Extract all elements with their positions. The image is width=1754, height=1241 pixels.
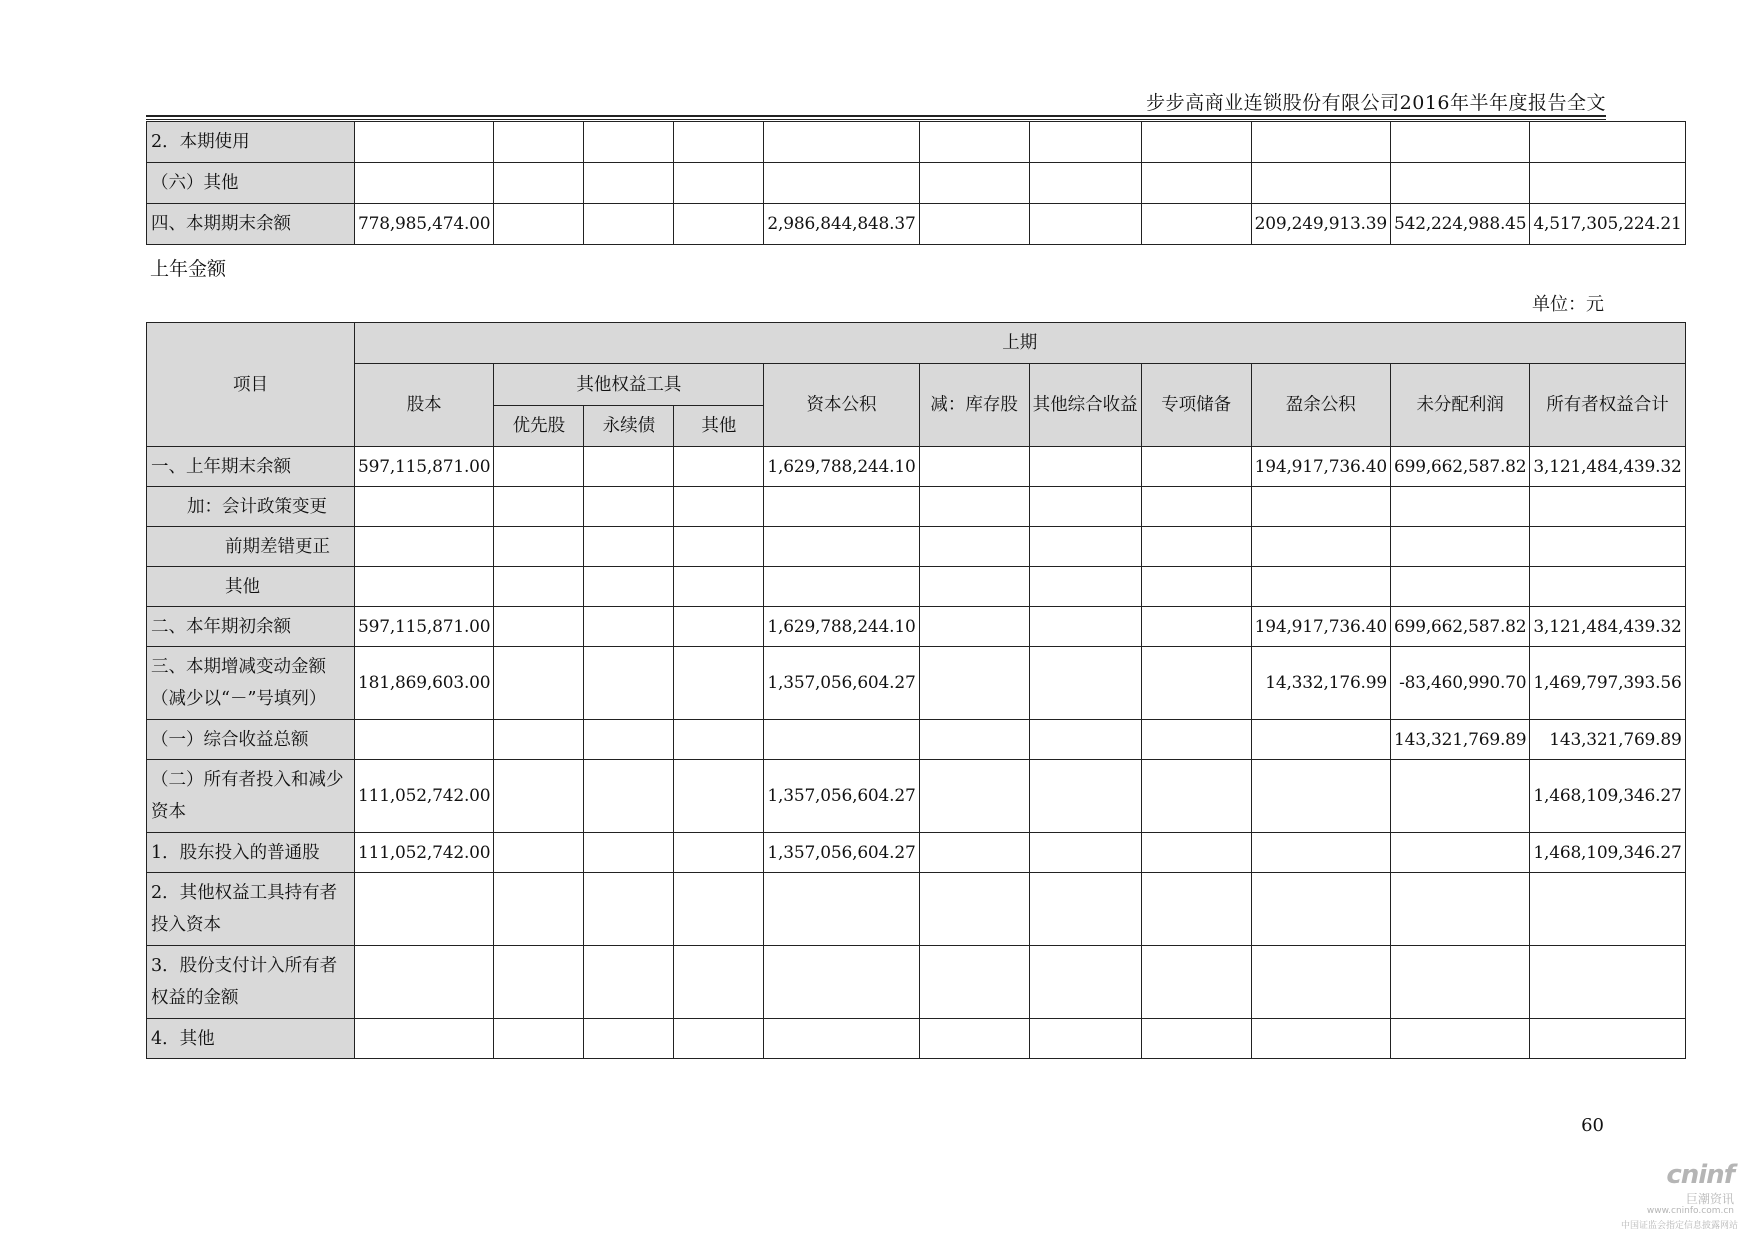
value-cell	[1391, 122, 1530, 163]
row-label: 加：会计政策变更	[147, 487, 355, 527]
value-cell	[1251, 720, 1390, 760]
report-header-title: 步步高商业连锁股份有限公司2016年半年度报告全文	[1146, 92, 1606, 114]
value-cell	[1029, 527, 1141, 567]
table-row	[147, 833, 1686, 873]
value-cell	[674, 122, 764, 163]
value-cell	[1391, 1019, 1530, 1059]
value-cell	[494, 447, 584, 487]
table-row	[147, 720, 1686, 760]
value-cell	[1141, 122, 1251, 163]
value-cell	[584, 487, 674, 527]
row-label: 前期差错更正	[147, 527, 355, 567]
value-cell	[1141, 946, 1251, 1019]
row-label: （一）综合收益总额	[147, 720, 355, 760]
value-cell	[1251, 873, 1390, 946]
value-cell	[1251, 163, 1390, 204]
row-label: 一、上年期末余额	[147, 447, 355, 487]
value-cell	[764, 527, 919, 567]
value-cell: 194,917,736.40	[1251, 607, 1390, 647]
row-label: （二）所有者投入和减少资本	[147, 760, 355, 833]
value-cell	[1141, 1019, 1251, 1059]
value-cell	[764, 487, 919, 527]
table-row	[147, 607, 1686, 647]
value-cell	[494, 1019, 584, 1059]
value-cell	[355, 946, 494, 1019]
row-label: 2．其他权益工具持有者投入资本	[147, 873, 355, 946]
table-row	[147, 447, 1686, 487]
value-cell	[494, 487, 584, 527]
prior-year-amount-label: 上年金额	[150, 258, 227, 280]
value-cell	[674, 607, 764, 647]
value-cell	[494, 567, 584, 607]
value-cell: 542,224,988.45	[1391, 204, 1530, 245]
value-cell	[1391, 487, 1530, 527]
table-row	[147, 760, 1686, 833]
value-cell	[1029, 607, 1141, 647]
value-cell	[1251, 122, 1390, 163]
value-cell	[584, 204, 674, 245]
value-cell: 14,332,176.99	[1251, 647, 1390, 720]
value-cell	[584, 122, 674, 163]
value-cell	[584, 607, 674, 647]
col-header-other-equity: 其他权益工具	[494, 364, 764, 406]
value-cell: 111,052,742.00	[355, 833, 494, 873]
value-cell: 1,629,788,244.10	[764, 607, 919, 647]
value-cell	[1530, 567, 1685, 607]
value-cell	[1029, 122, 1141, 163]
value-cell: 778,985,474.00	[355, 204, 494, 245]
value-cell	[1391, 760, 1530, 833]
value-cell	[764, 946, 919, 1019]
value-cell	[1251, 487, 1390, 527]
row-label: 3．股份支付计入所有者权益的金额	[147, 946, 355, 1019]
value-cell	[494, 163, 584, 204]
value-cell	[674, 447, 764, 487]
value-cell	[919, 760, 1029, 833]
value-cell: 1,357,056,604.27	[764, 647, 919, 720]
row-label: 三、本期增减变动金额（减少以“－”号填列）	[147, 647, 355, 720]
row-label: （六）其他	[147, 163, 355, 204]
value-cell: 597,115,871.00	[355, 607, 494, 647]
value-cell: 209,249,913.39	[1251, 204, 1390, 245]
value-cell	[764, 122, 919, 163]
value-cell	[355, 1019, 494, 1059]
value-cell	[584, 647, 674, 720]
value-cell	[1029, 204, 1141, 245]
value-cell	[1029, 833, 1141, 873]
value-cell	[1029, 447, 1141, 487]
value-cell	[494, 720, 584, 760]
value-cell: -83,460,990.70	[1391, 647, 1530, 720]
value-cell	[355, 122, 494, 163]
value-cell	[674, 1019, 764, 1059]
value-cell	[584, 1019, 674, 1059]
value-cell	[355, 163, 494, 204]
value-cell	[1141, 833, 1251, 873]
value-cell	[1141, 647, 1251, 720]
value-cell	[919, 873, 1029, 946]
value-cell	[494, 647, 584, 720]
table-row	[147, 567, 1686, 607]
col-header-undistributed-profit: 未分配利润	[1391, 364, 1530, 447]
value-cell	[494, 527, 584, 567]
value-cell	[919, 122, 1029, 163]
cninfo-watermark	[1590, 1160, 1740, 1230]
value-cell	[1029, 720, 1141, 760]
value-cell	[1141, 873, 1251, 946]
value-cell	[1029, 760, 1141, 833]
value-cell	[1141, 487, 1251, 527]
row-label: 2．本期使用	[147, 122, 355, 163]
value-cell	[1530, 487, 1685, 527]
value-cell	[584, 163, 674, 204]
row-label: 其他	[147, 567, 355, 607]
value-cell	[674, 527, 764, 567]
value-cell	[1029, 946, 1141, 1019]
value-cell	[1141, 567, 1251, 607]
value-cell	[919, 487, 1029, 527]
value-cell	[1251, 527, 1390, 567]
value-cell: 1,468,109,346.27	[1530, 760, 1685, 833]
value-cell: 194,917,736.40	[1251, 447, 1390, 487]
table-row	[147, 946, 1686, 1019]
watermark-subtitle: 巨潮资讯	[1685, 1192, 1734, 1206]
value-cell: 3,121,484,439.32	[1530, 607, 1685, 647]
col-header-special-reserve: 专项储备	[1141, 364, 1251, 447]
value-cell	[1391, 567, 1530, 607]
table-row	[147, 487, 1686, 527]
value-cell	[355, 873, 494, 946]
value-cell	[494, 760, 584, 833]
value-cell: 3,121,484,439.32	[1530, 447, 1685, 487]
value-cell	[674, 487, 764, 527]
value-cell	[1141, 163, 1251, 204]
value-cell	[919, 833, 1029, 873]
value-cell	[494, 873, 584, 946]
value-cell	[584, 760, 674, 833]
value-cell	[1141, 720, 1251, 760]
value-cell	[1391, 833, 1530, 873]
value-cell: 1,468,109,346.27	[1530, 833, 1685, 873]
value-cell	[584, 833, 674, 873]
value-cell	[1251, 946, 1390, 1019]
value-cell	[1530, 873, 1685, 946]
value-cell	[1141, 527, 1251, 567]
value-cell: 1,357,056,604.27	[764, 760, 919, 833]
col-header-item: 项目	[147, 323, 355, 447]
value-cell	[919, 527, 1029, 567]
value-cell	[674, 720, 764, 760]
value-cell	[1029, 163, 1141, 204]
value-cell	[355, 567, 494, 607]
value-cell	[919, 607, 1029, 647]
page-number: 60	[1581, 1115, 1604, 1136]
col-header-perpetual: 永续债	[584, 406, 674, 447]
value-cell	[1391, 946, 1530, 1019]
table-row	[147, 204, 1686, 245]
value-cell	[1029, 567, 1141, 607]
table-row	[147, 1019, 1686, 1059]
value-cell	[355, 487, 494, 527]
value-cell	[584, 567, 674, 607]
value-cell	[494, 122, 584, 163]
value-cell	[674, 163, 764, 204]
value-cell	[764, 567, 919, 607]
value-cell	[674, 833, 764, 873]
value-cell: 1,469,797,393.56	[1530, 647, 1685, 720]
value-cell	[764, 163, 919, 204]
unit-label: 单位：元	[1532, 294, 1604, 315]
col-header-period: 上期	[355, 323, 1686, 364]
value-cell	[494, 946, 584, 1019]
prior-period-equity-table	[146, 322, 1686, 1059]
value-cell	[1251, 1019, 1390, 1059]
value-cell	[584, 527, 674, 567]
row-label: 四、本期期末余额	[147, 204, 355, 245]
value-cell: 143,321,769.89	[1391, 720, 1530, 760]
value-cell	[764, 873, 919, 946]
col-header-capital-reserve: 资本公积	[764, 364, 919, 447]
value-cell	[919, 946, 1029, 1019]
value-cell: 1,629,788,244.10	[764, 447, 919, 487]
value-cell	[919, 447, 1029, 487]
value-cell	[1251, 567, 1390, 607]
value-cell	[674, 647, 764, 720]
value-cell: 597,115,871.00	[355, 447, 494, 487]
value-cell	[584, 447, 674, 487]
value-cell	[1530, 163, 1685, 204]
value-cell	[1141, 760, 1251, 833]
watermark-url: www.cninfo.com.cn	[1646, 1206, 1734, 1216]
value-cell: 4,517,305,224.21	[1530, 204, 1685, 245]
value-cell	[1029, 873, 1141, 946]
value-cell	[355, 720, 494, 760]
value-cell	[1251, 760, 1390, 833]
value-cell	[1530, 122, 1685, 163]
value-cell: 699,662,587.82	[1391, 447, 1530, 487]
value-cell	[584, 720, 674, 760]
header-rule	[146, 115, 1606, 117]
value-cell	[1251, 833, 1390, 873]
value-cell	[494, 204, 584, 245]
value-cell: 111,052,742.00	[355, 760, 494, 833]
table-row	[147, 647, 1686, 720]
col-header-total-equity: 所有者权益合计	[1530, 364, 1685, 447]
current-period-table-continued	[146, 121, 1686, 245]
table-row	[147, 163, 1686, 204]
value-cell	[1029, 647, 1141, 720]
value-cell	[1029, 487, 1141, 527]
row-label: 1．股东投入的普通股	[147, 833, 355, 873]
value-cell	[1141, 447, 1251, 487]
value-cell	[919, 647, 1029, 720]
value-cell	[764, 1019, 919, 1059]
value-cell	[919, 163, 1029, 204]
value-cell	[1391, 873, 1530, 946]
col-header-surplus-reserve: 盈余公积	[1251, 364, 1390, 447]
row-label: 4．其他	[147, 1019, 355, 1059]
col-header-oci: 其他综合收益	[1029, 364, 1141, 447]
value-cell	[1391, 163, 1530, 204]
value-cell	[1029, 1019, 1141, 1059]
value-cell	[1530, 1019, 1685, 1059]
value-cell	[1391, 527, 1530, 567]
value-cell	[1530, 527, 1685, 567]
value-cell: 2,986,844,848.37	[764, 204, 919, 245]
value-cell	[919, 567, 1029, 607]
value-cell	[764, 720, 919, 760]
header-rule-thin	[146, 119, 1606, 120]
value-cell: 181,869,603.00	[355, 647, 494, 720]
value-cell	[919, 720, 1029, 760]
value-cell: 1,357,056,604.27	[764, 833, 919, 873]
col-header-share-capital: 股本	[355, 364, 494, 447]
value-cell	[1141, 204, 1251, 245]
col-header-other: 其他	[674, 406, 764, 447]
value-cell	[674, 567, 764, 607]
cninfo-logo: cninf	[1666, 1160, 1734, 1190]
value-cell	[494, 607, 584, 647]
table-row	[147, 122, 1686, 163]
watermark-footer: 中国证监会指定信息披露网站	[1620, 1221, 1738, 1231]
table-row	[147, 527, 1686, 567]
value-cell	[1530, 946, 1685, 1019]
table-row	[147, 873, 1686, 946]
value-cell	[584, 946, 674, 1019]
col-header-preferred: 优先股	[494, 406, 584, 447]
row-label: 二、本年期初余额	[147, 607, 355, 647]
value-cell	[355, 527, 494, 567]
col-header-treasury-stock: 减：库存股	[919, 364, 1029, 447]
value-cell	[919, 204, 1029, 245]
value-cell	[674, 946, 764, 1019]
value-cell	[674, 760, 764, 833]
value-cell	[584, 873, 674, 946]
value-cell	[494, 833, 584, 873]
value-cell	[1141, 607, 1251, 647]
value-cell	[674, 204, 764, 245]
value-cell: 143,321,769.89	[1530, 720, 1685, 760]
value-cell	[919, 1019, 1029, 1059]
value-cell: 699,662,587.82	[1391, 607, 1530, 647]
value-cell	[674, 873, 764, 946]
